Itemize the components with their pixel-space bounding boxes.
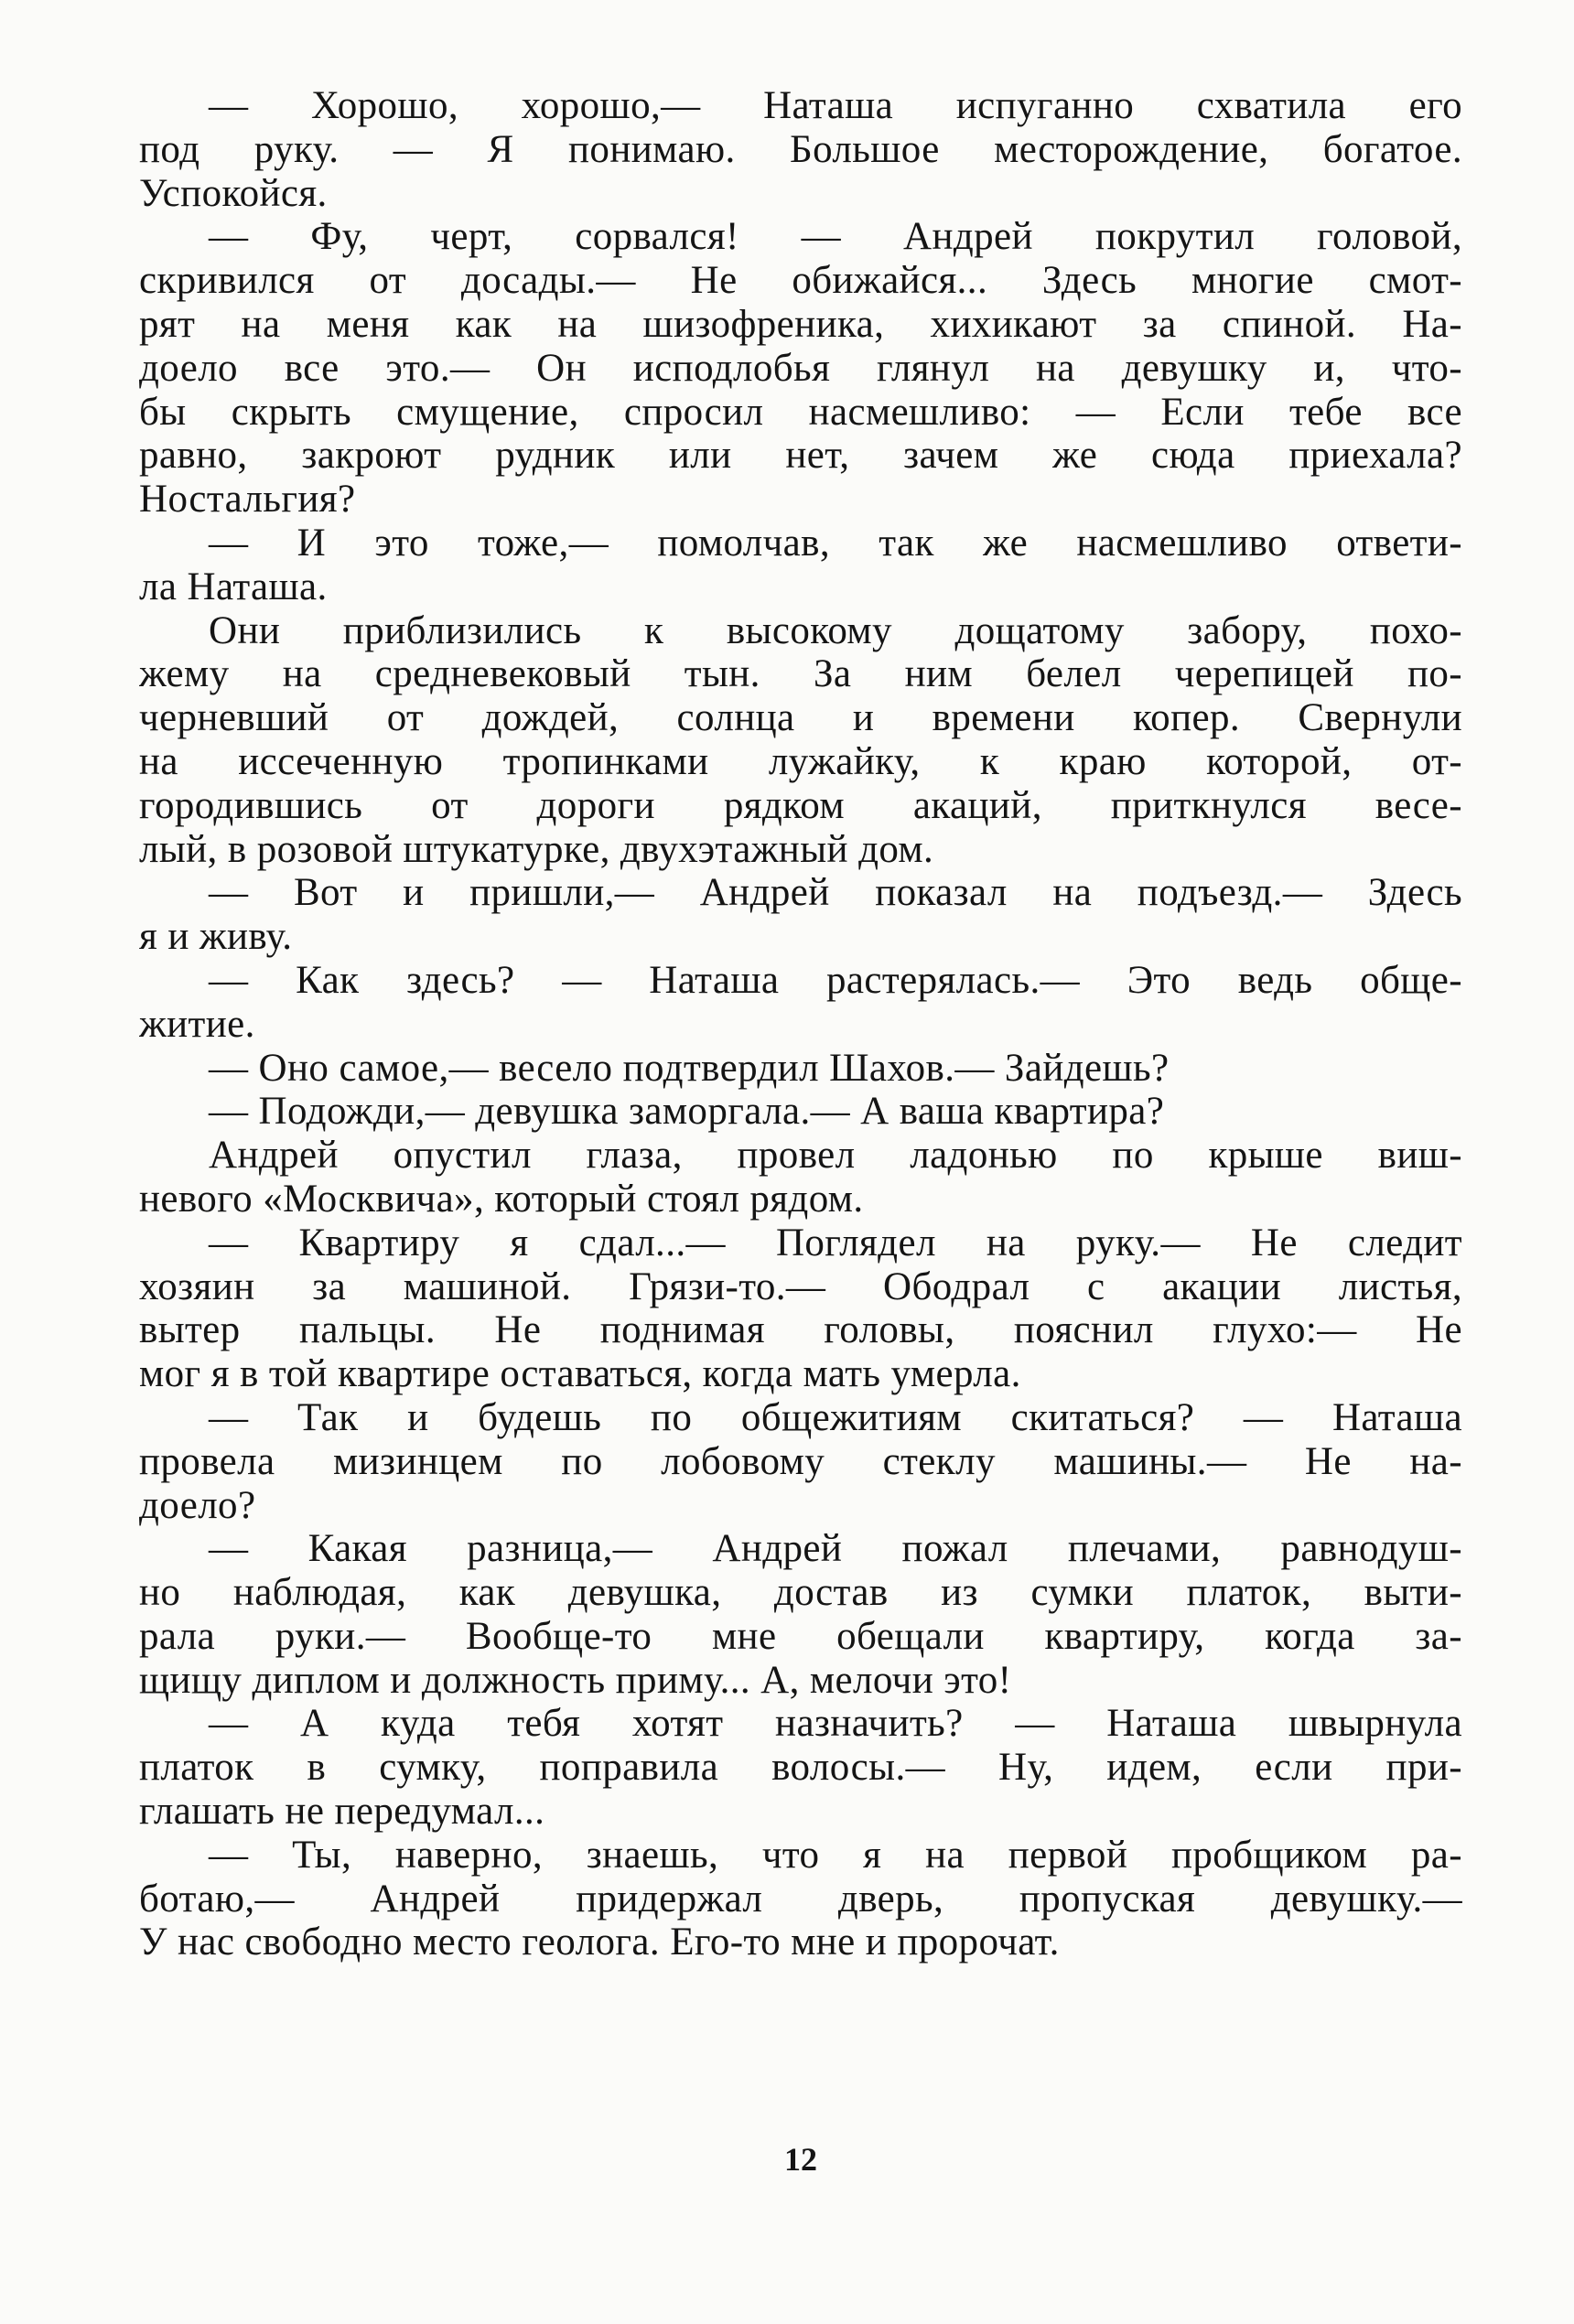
text-line: под руку. — Я понимаю. Большое месторождение, богатое.: [139, 127, 1462, 171]
text-block: [139, 84, 1462, 1964]
paragraph: [139, 871, 1462, 959]
text-line: житие.: [139, 1002, 255, 1046]
text-line: — Вот и пришли,— Андрей показал на подъезд.— Здесь: [209, 871, 1462, 915]
text-line: городившись от дороги рядком акаций, приткнулся весе-: [139, 783, 1462, 827]
text-line: — Оно самое,— весело подтвердил Шахов.— Зайдешь?: [209, 1046, 1170, 1090]
text-line: ла Наташа.: [139, 565, 328, 608]
text-line: — Ты, наверно, знаешь, что я на первой пробщиком ра-: [209, 1833, 1462, 1877]
text-line: — Какая разница,— Андрей пожал плечами, равнодуш-: [209, 1527, 1462, 1571]
text-line: доело все это.— Он исподлобья глянул на девушку и, что-: [139, 346, 1462, 390]
text-line: У нас свободно место геолога. Его-то мне и пророчат.: [139, 1921, 1060, 1964]
text-line: лый, в розовой штукатурке, двухэтажный дом.: [139, 827, 934, 871]
text-line: — А куда тебя хотят назначить? — Наташа швырнула: [209, 1702, 1462, 1746]
text-line: ботаю,— Андрей придержал дверь, пропуская девушку.—: [139, 1877, 1462, 1921]
text-line: — И это тоже,— помолчав, так же насмешливо ответи-: [209, 521, 1462, 565]
text-line: Они приблизились к высокому дощатому забору, похо-: [209, 608, 1462, 652]
text-line: рала руки.— Вообще-то мне обещали квартиру, когда за-: [139, 1614, 1462, 1658]
text-line: на иссеченную тропинками лужайку, к краю которой, от-: [139, 739, 1462, 783]
paragraph: [139, 84, 1462, 215]
paragraph: [139, 1047, 1462, 1091]
text-line: — Квартиру я сдал...— Поглядел на руку.— Не следит: [209, 1221, 1462, 1264]
paragraph: [139, 1527, 1462, 1702]
text-line: — Как здесь? — Наташа растерялась.— Это ведь обще-: [209, 958, 1462, 1002]
paragraph: [139, 215, 1462, 522]
text-line: жему на средневековый тын. За ним белел черепицей по-: [139, 652, 1462, 696]
text-line: Андрей опустил глаза, провел ладонью по крыше виш-: [209, 1134, 1462, 1178]
text-line: — Подожди,— девушка заморгала.— А ваша квартира?: [209, 1090, 1165, 1134]
text-line: — Так и будешь по общежитиям скитаться? — Наташа: [209, 1395, 1462, 1439]
text-line: мог я в той квартире оставаться, когда мать умерла.: [139, 1352, 1021, 1396]
paragraph: [139, 1396, 1462, 1527]
paragraph: [139, 609, 1462, 872]
text-line: щищу диплом и должность приму... А, мелочи это!: [139, 1658, 1012, 1702]
text-line: черневший от дождей, солнца и времени копер. Свернули: [139, 696, 1462, 740]
text-line: бы скрыть смущение, спросил насмешливо: — Если тебе все: [139, 390, 1462, 434]
paragraph: [139, 1090, 1462, 1134]
paragraph: [139, 959, 1462, 1047]
text-line: равно, закроют рудник или нет, зачем же сюда приехала?: [139, 434, 1462, 478]
paragraph: [139, 1221, 1462, 1396]
text-line: провела мизинцем по лобовому стеклу машины.— Не на-: [139, 1439, 1462, 1483]
text-line: рят на меня как на шизофреника, хихикают за спиной. На-: [139, 302, 1462, 346]
text-line: платок в сумку, поправила волосы.— Ну, идем, если при-: [139, 1746, 1462, 1790]
text-line: вытер пальцы. Не поднимая головы, пояснил глухо:— Не: [139, 1308, 1462, 1352]
text-line: невого «Москвича», который стоял рядом.: [139, 1177, 864, 1221]
paragraph: [139, 1134, 1462, 1221]
text-line: Ностальгия?: [139, 478, 356, 522]
paragraph: [139, 522, 1462, 609]
text-line: скривился от досады.— Не обижайся... Здесь многие смот-: [139, 259, 1462, 303]
text-line: хозяин за машиной. Грязи-то.— Ободрал с акации листья,: [139, 1264, 1462, 1308]
paragraph: [139, 1834, 1462, 1964]
text-line: но наблюдая, как девушка, достав из сумки платок, выти-: [139, 1571, 1462, 1615]
text-line: — Хорошо, хорошо,— Наташа испуганно схватила его: [209, 84, 1462, 127]
text-line: доело?: [139, 1483, 256, 1527]
text-line: глашать не передумал...: [139, 1790, 545, 1834]
text-line: — Фу, черт, сорвался! — Андрей покрутил головой,: [209, 215, 1462, 259]
text-line: я и живу.: [139, 915, 293, 959]
paragraph: [139, 1702, 1462, 1833]
page-number: 12: [784, 2141, 817, 2178]
text-line: Успокойся.: [139, 171, 328, 215]
